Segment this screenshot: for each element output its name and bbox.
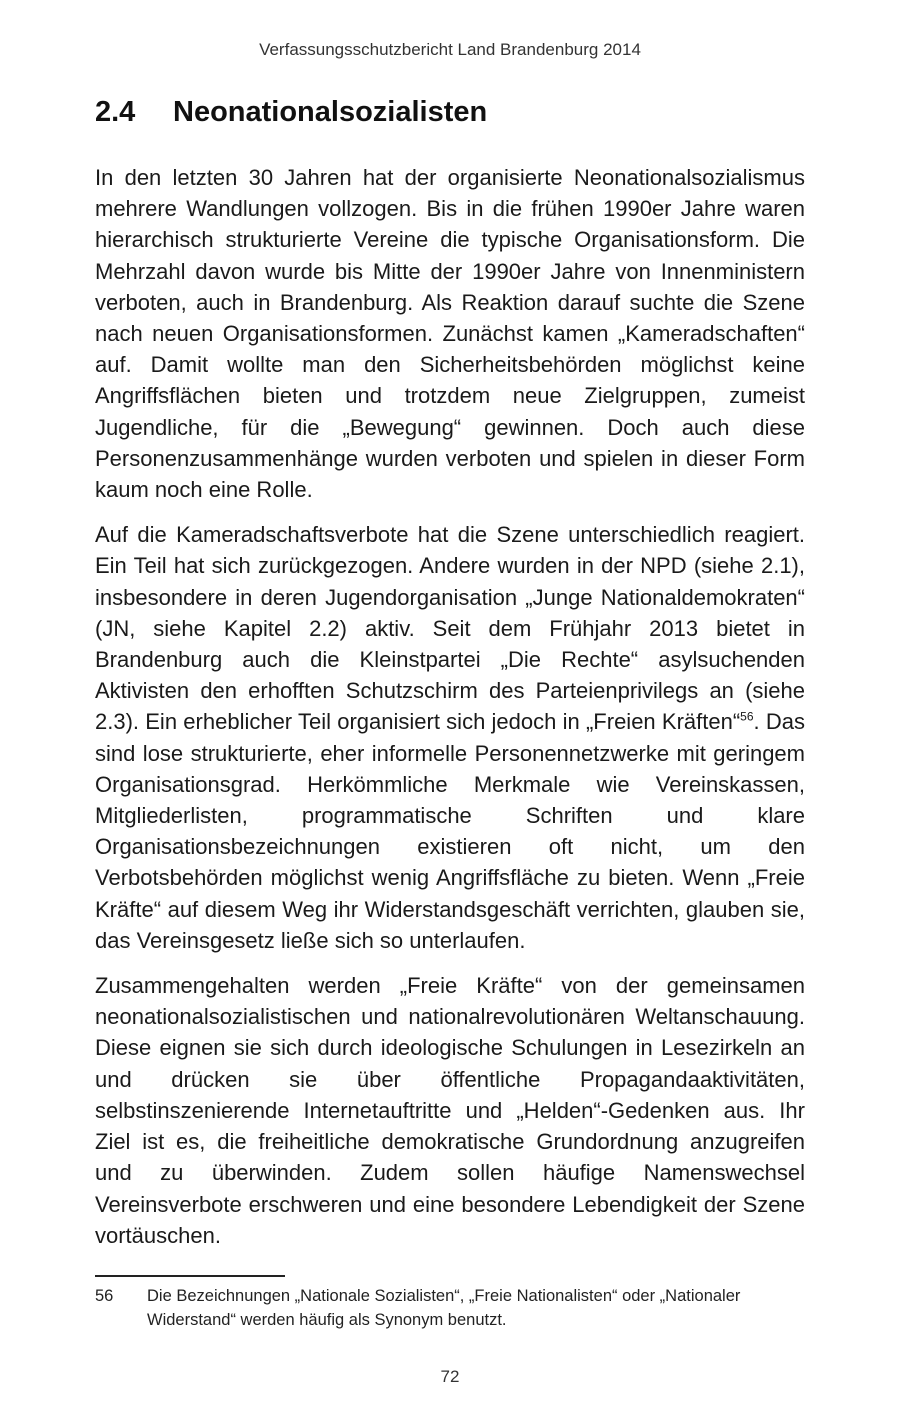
body-text (95, 162, 805, 1265)
page-number: 72 (440, 1367, 460, 1386)
paragraph-3: Zusammengehalten werden „Freie Kräfte“ von der gemeinsamen neonationalsozialistischen und nationalrevolutionären Weltanschauung. Diese eignen sie sich durch ideologische Schulungen in Lesezirkeln an und drücken sie über öffentliche Propagandaaktivitäten, selbstinszenierende Internetauftritte und „Helden“-Gedenken aus. Ihr Ziel ist es, die freiheitliche demokratische Grundordnung anzugreifen und zu überwinden. Zudem sollen häufige Namenswechsel Vereinsverbote erschweren und eine besondere Lebendigkeit der Szene vortäuschen. (95, 973, 805, 1248)
section-heading (95, 96, 487, 129)
paragraph-2-part-1: Auf die Kameradschaftsverbote hat die Szene unterschiedlich reagiert. Ein Teil hat sich zurückgezogen. Andere wurden in der NPD (siehe 2.1), insbesondere in deren Jugendorganisation „Junge Nationaldemokraten“ (JN, siehe Kapitel 2.2) aktiv. Seit dem Frühjahr 2013 bietet in Brandenburg auch die Kleinstpartei „Die Rechte“ asylsuchenden Aktivisten den erhofften Schutzschirm des Parteienprivilegs an (siehe 2.3). Ein erheblicher Teil organisiert sich jedoch in „Freien Kräften“ (95, 522, 805, 735)
footnote-number: 56 (95, 1287, 114, 1305)
section-number: 2.4 (95, 96, 136, 128)
section-title: Neonationalsozialisten (173, 96, 488, 128)
footnote-reference[interactable]: 56 (740, 710, 754, 725)
paragraph-2 (95, 519, 805, 956)
footnote-separator (95, 1275, 285, 1277)
running-header: Verfassungsschutzbericht Land Brandenburg 2014 (259, 40, 641, 59)
footnote-text: Die Bezeichnungen „Nationale Sozialisten“, „Freie Nationalisten“ oder „Nationaler Widerstand“ werden häufig als Synonym benutzt. (147, 1287, 741, 1329)
paragraph-1: In den letzten 30 Jahren hat der organisierte Neonationalsozialismus mehrere Wandlungen vollzogen. Bis in die frühen 1990er Jahre waren hierarchisch strukturierte Vereine die typische Organisationsform. Die Mehrzahl davon wurde bis Mitte der 1990er Jahre von Innenministern verboten, auch in Brandenburg. Als Reaktion darauf suchte die Szene nach neuen Organisationsformen. Zunächst kamen „Kameradschaften“ auf. Damit wollte man den Sicherheitsbehörden möglichst keine Angriffsflächen bieten und trotzdem neue Zielgruppen, zumeist Jugendliche, für die „Bewegung“ gewinnen. Doch auch diese Personenzusammenhänge wurden verboten und spielen in dieser Form kaum noch eine Rolle. (95, 165, 805, 503)
footnote (95, 1284, 805, 1332)
paragraph-2-part-2: . Das sind lose strukturierte, eher informelle Personennetzwerke mit geringem Organisationsgrad. Herkömmliche Merkmale wie Vereinskassen, Mitgliederlisten, programmatische Schriften und klare Organisationsbezeichnungen existieren oft nicht, um den Verbotsbehörden möglichst wenig Angriffsfläche zu bieten. Wenn „Freie Kräfte“ auf diesem Weg ihr Widerstandsgeschäft verrichten, glauben sie, das Vereinsgesetz ließe sich so unterlaufen. (95, 709, 805, 953)
